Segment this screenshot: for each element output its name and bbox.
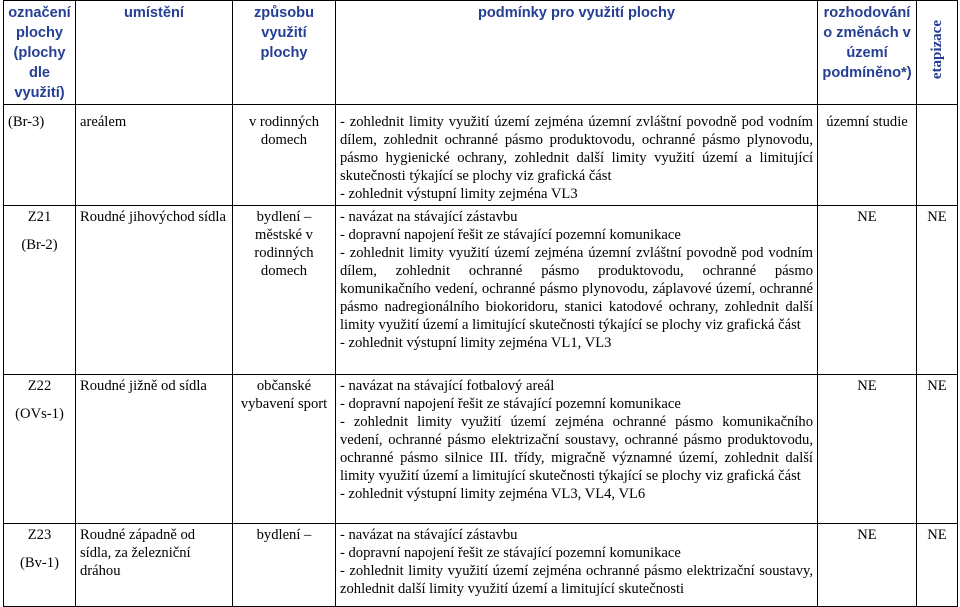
plot-code-cell bbox=[4, 375, 76, 524]
stage-value: NE bbox=[927, 209, 947, 225]
usage-cell: občanské vybavení sport bbox=[233, 375, 336, 524]
condition-item: - zohlednit výstupní limity zejména VL3 bbox=[340, 186, 578, 202]
decision-cell bbox=[818, 206, 917, 375]
plot-type-code: (Br-2) bbox=[21, 237, 58, 253]
condition-item: - navázat na stávající zástavbu bbox=[340, 209, 518, 225]
condition-item: - navázat na stávající zástavbu bbox=[340, 527, 518, 543]
header-plot-designation: označení plochy (plochy dle využití) bbox=[4, 1, 76, 105]
stage-cell bbox=[917, 524, 958, 607]
table-row bbox=[4, 524, 958, 607]
condition-item: - zohlednit limity využití území zejména územní zvláštní povodně pod vodním dílem, zohlednit ochranné pásmo produktovodu, ochranné pásmo plynovodu, pásmo hygienické ochrany, zohlednit další limity využití území a limitující skutečnosti týkající se plochy viz grafická část bbox=[340, 114, 813, 184]
location-cell: Roudné jihovýchod sídla bbox=[76, 206, 233, 375]
location-cell: Roudné jižně od sídla bbox=[76, 375, 233, 524]
decision-cell bbox=[818, 524, 917, 607]
stage-cell bbox=[917, 375, 958, 524]
condition-item: - zohlednit výstupní limity zejména VL3, VL4, VL6 bbox=[340, 486, 646, 502]
header-location: umístění bbox=[76, 1, 233, 105]
plot-code-cell bbox=[4, 524, 76, 607]
zoning-conditions-table bbox=[3, 0, 958, 607]
location-cell: areálem bbox=[76, 105, 233, 206]
header-staging-label: etapizace bbox=[929, 19, 945, 80]
plot-type-code: (Bv-1) bbox=[20, 555, 59, 571]
usage-cell: bydlení – městské v rodinných domech bbox=[233, 206, 336, 375]
conditions-cell bbox=[336, 105, 818, 206]
decision-value: NE bbox=[857, 527, 877, 543]
table-row bbox=[4, 375, 958, 524]
header-conditions: podmínky pro využití plochy bbox=[336, 1, 818, 105]
decision-cell bbox=[818, 375, 917, 524]
plot-code: Z21 bbox=[27, 209, 52, 225]
table-row bbox=[4, 206, 958, 375]
plot-code: Z22 bbox=[27, 378, 52, 394]
usage-cell: bydlení – bbox=[233, 524, 336, 607]
plot-code: Z23 bbox=[27, 527, 52, 543]
location-cell: Roudné západně od sídla, za železniční dráhou bbox=[76, 524, 233, 607]
condition-item: - dopravní napojení řešit ze stávající pozemní komunikace bbox=[340, 396, 681, 412]
conditions-cell bbox=[336, 524, 818, 607]
condition-item: - zohlednit limity využití území zejména ochranné pásmo komunikačního vedení, ochranné pásmo elektrizační soustavy, ochranné pásmo produktovodu, ochranné pásmo silnice III. třídy, migračně významné území, zohlednit další limity využití území a limitující skutečnosti týkající se plochy viz grafická část bbox=[340, 414, 813, 484]
plot-code: (Br-3) bbox=[8, 114, 45, 130]
stage-cell bbox=[917, 105, 958, 206]
conditions-cell bbox=[336, 375, 818, 524]
plot-type-code: (OVs-1) bbox=[15, 406, 64, 422]
stage-cell bbox=[917, 206, 958, 375]
decision-value: NE bbox=[857, 378, 877, 394]
condition-item: - dopravní napojení řešit ze stávající pozemní komunikace bbox=[340, 227, 681, 243]
plot-code-cell bbox=[4, 206, 76, 375]
usage-cell: v rodinných domech bbox=[233, 105, 336, 206]
condition-item: - zohlednit limity využití území zejména ochranné pásmo elektrizační soustavy, zohlednit další limity využití území a limitující skutečnosti bbox=[340, 563, 813, 597]
header-row bbox=[4, 1, 958, 105]
condition-item: - dopravní napojení řešit ze stávající pozemní komunikace bbox=[340, 545, 681, 561]
header-usage-type: způsobu využití plochy bbox=[233, 1, 336, 105]
conditions-cell bbox=[336, 206, 818, 375]
decision-value: územní studie bbox=[826, 114, 908, 130]
header-staging bbox=[917, 1, 958, 105]
decision-value: NE bbox=[857, 209, 877, 225]
zoning-conditions-table-wrapper bbox=[3, 0, 957, 597]
decision-cell bbox=[818, 105, 917, 206]
condition-item: - zohlednit výstupní limity zejména VL1, VL3 bbox=[340, 335, 612, 351]
stage-value: NE bbox=[927, 527, 947, 543]
table-row bbox=[4, 105, 958, 206]
stage-value: NE bbox=[927, 378, 947, 394]
condition-item: - zohlednit limity využití území zejména územní zvláštní povodně pod vodním dílem, zohlednit ochranné pásmo produktovodu, ochranné pásmo komunikačního vedení, ochranné pásmo plynovodu, záplavové území, ochranné pásmo nadregionálního biokoridoru, stanici katodové ochrany, zohlednit další limity využití území a limitující skutečnosti týkající se plochy viz grafická část bbox=[340, 245, 813, 333]
header-decision-condition: rozhodování o změnách v území podmíněno*) bbox=[818, 1, 917, 105]
condition-item: - navázat na stávající fotbalový areál bbox=[340, 378, 555, 394]
plot-code-cell bbox=[4, 105, 76, 206]
